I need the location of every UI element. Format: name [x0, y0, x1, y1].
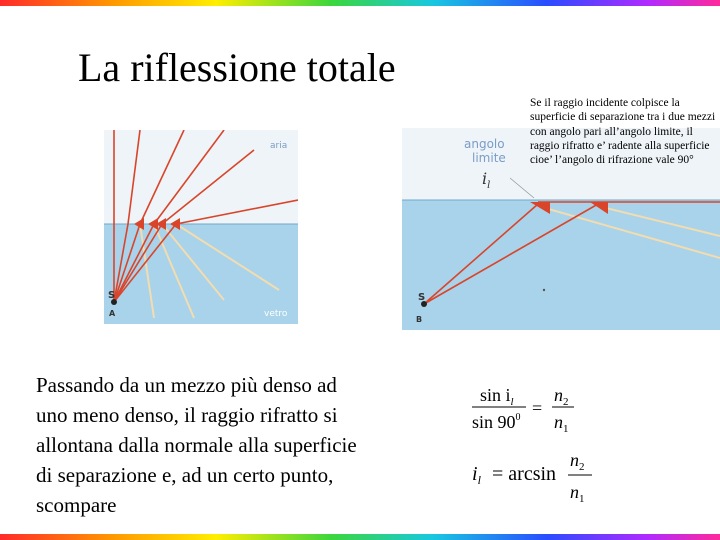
formula1-equals: = — [532, 398, 543, 418]
formula2-lhs: $i_l$ — [472, 463, 481, 487]
note-line: superficie di separazione tra i due mezzi — [530, 111, 716, 124]
body-paragraph — [36, 370, 416, 520]
figure-a-source-label: S — [108, 290, 116, 301]
label-aria: aria — [270, 141, 288, 151]
formula1-num-right: $n_2$ — [554, 385, 569, 408]
label-vetro: vetro — [264, 309, 288, 319]
label-angolo: angolo — [464, 137, 505, 151]
figure-a-diagram — [104, 130, 298, 324]
note-line: raggio rifratto e’ radente alla superficie — [530, 139, 710, 152]
note-line: Se il raggio incidente colpisce la — [530, 97, 680, 109]
formula1-num-left: $\sin i_l$ — [480, 385, 514, 408]
figure-a — [104, 130, 298, 324]
body-line: scompare — [36, 493, 117, 517]
figure-b-source-label: S — [418, 292, 426, 303]
note-line: cioe’ l’angolo di rifrazione vale 90° — [530, 154, 694, 167]
slide-title: La riflessione totale — [78, 45, 396, 90]
formula2-eq: = arcsin — [492, 463, 557, 485]
figure-a-panel-label: A — [109, 309, 116, 318]
body-line: di separazione e, ad un certo punto, — [36, 463, 334, 487]
angle-symbol: $i_l$ — [482, 169, 491, 191]
formula2-num: $n_2$ — [570, 450, 585, 473]
figure-b-panel-label: B — [416, 315, 423, 324]
formula-ratio — [470, 384, 590, 436]
formula-arcsin — [470, 448, 600, 506]
formula-arcsin-svg — [470, 448, 600, 506]
note-line: con angolo pari all’angolo limite, il — [530, 125, 693, 138]
bottom-rainbow-bar — [0, 534, 720, 540]
top-rainbow-bar — [0, 0, 720, 6]
formula1-den-left: $\sin 90^0$ — [472, 412, 521, 432]
body-line: uno meno denso, il raggio rifratto si — [36, 403, 338, 427]
glass-region-b — [402, 200, 720, 330]
formula-ratio-svg — [470, 384, 590, 436]
explanatory-note — [530, 96, 720, 167]
formula1-den-right: $n_1$ — [554, 412, 569, 435]
label-limite: limite — [472, 151, 506, 165]
body-line: allontana dalla normale alla superficie — [36, 433, 357, 457]
air-region — [104, 130, 298, 224]
formula2-den: $n_1$ — [570, 482, 585, 505]
body-line: Passando da un mezzo più denso ad — [36, 373, 337, 397]
